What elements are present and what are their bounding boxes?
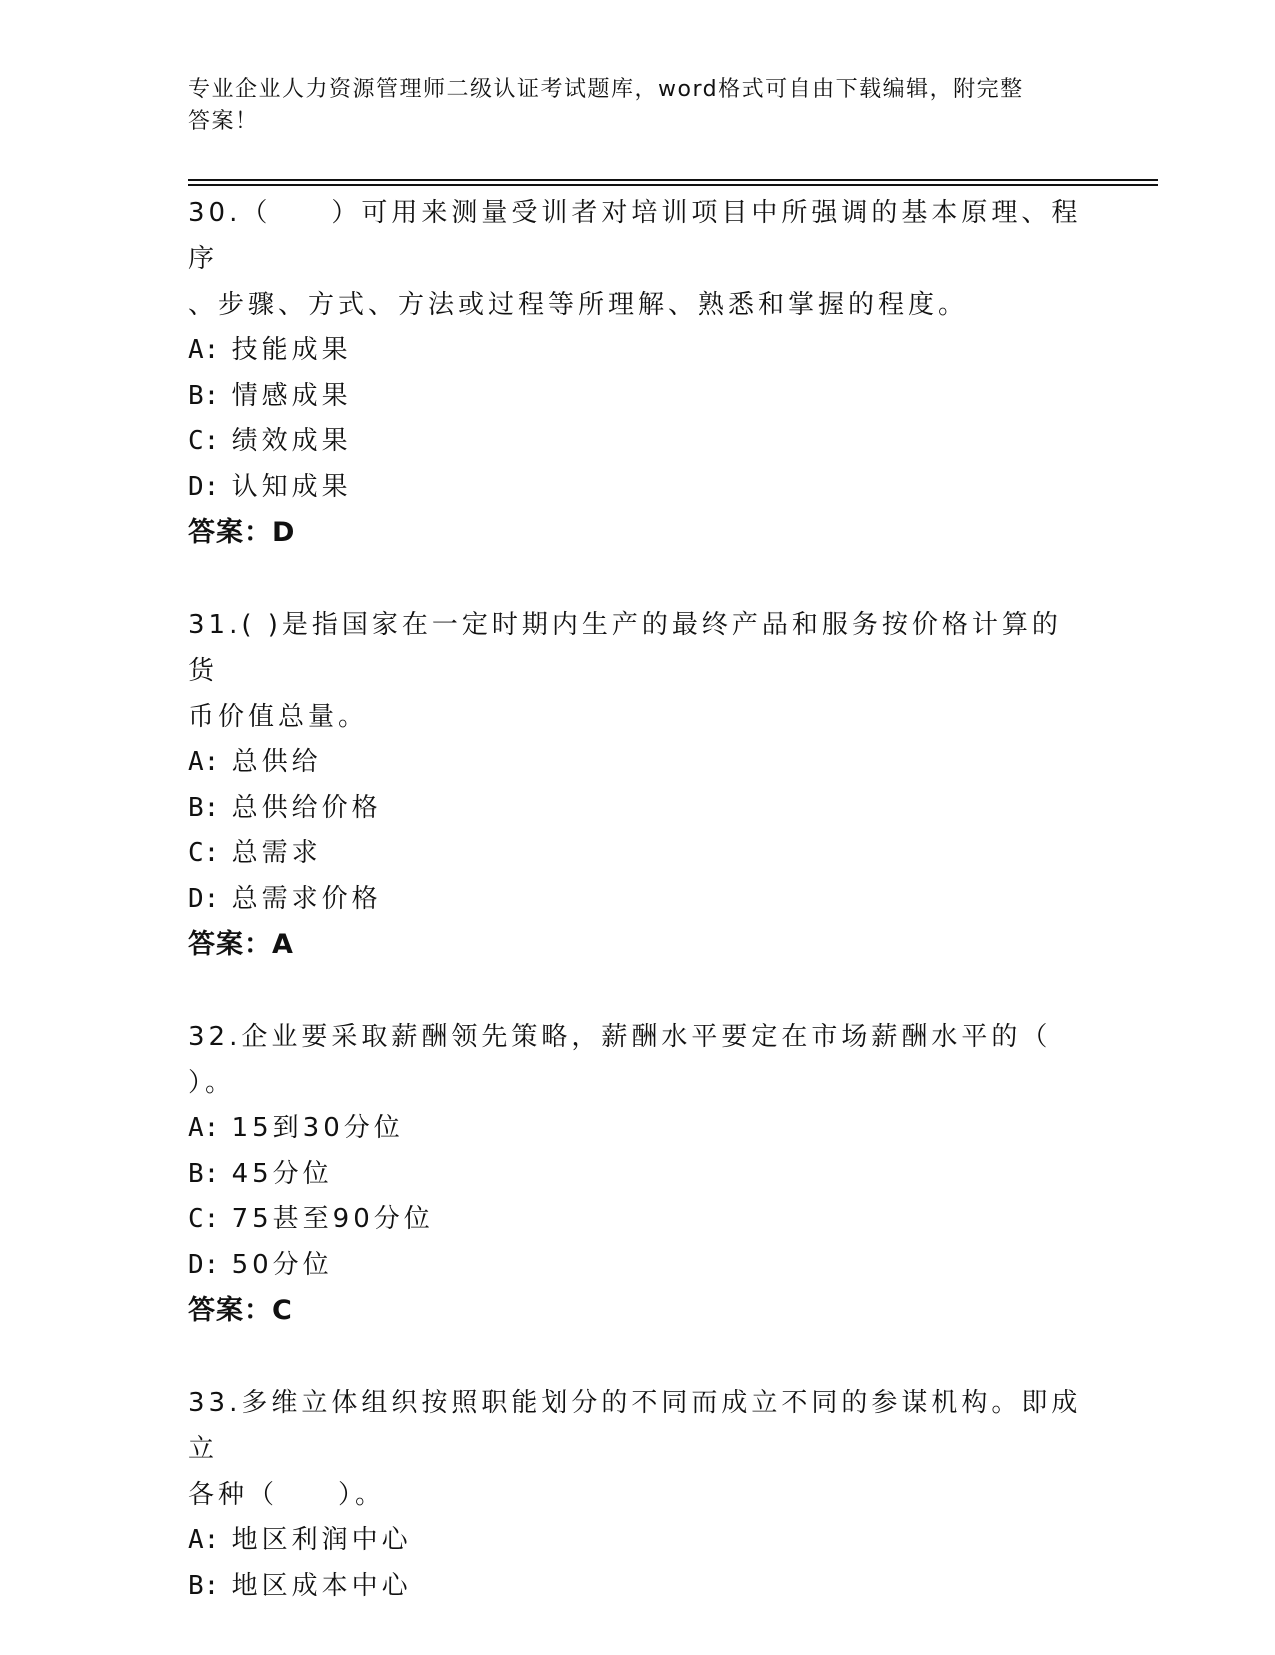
option-b bbox=[188, 1564, 1088, 1610]
option-text: 绩效成果 bbox=[231, 426, 352, 456]
option-letter: A: bbox=[188, 335, 220, 365]
option-text: 总供给价格 bbox=[231, 792, 382, 823]
question-31 bbox=[188, 602, 1088, 968]
option-letter: C: bbox=[188, 838, 220, 868]
option-text: 75甚至90分位 bbox=[231, 1204, 434, 1234]
option-d bbox=[188, 877, 1088, 923]
option-letter: A: bbox=[188, 1113, 220, 1143]
option-d bbox=[188, 1243, 1088, 1289]
option-letter: D: bbox=[188, 471, 220, 502]
option-letter: B: bbox=[188, 1158, 220, 1189]
option-text: 地区成本中心 bbox=[231, 1570, 412, 1601]
question-text-line: 币价值总量。 bbox=[188, 702, 369, 732]
header-rule-bottom bbox=[188, 184, 1158, 186]
question-30 bbox=[188, 190, 1088, 556]
option-a bbox=[188, 1518, 1088, 1564]
option-c bbox=[188, 831, 1088, 877]
option-text: 认知成果 bbox=[231, 471, 352, 502]
option-letter: B: bbox=[188, 380, 220, 411]
option-letter: D: bbox=[188, 1249, 220, 1280]
option-text: 15到30分位 bbox=[231, 1113, 404, 1143]
option-a bbox=[188, 1106, 1088, 1152]
option-a bbox=[188, 740, 1088, 786]
question-33 bbox=[188, 1380, 1088, 1609]
option-letter: B: bbox=[188, 792, 220, 823]
question-text-line: ）。 bbox=[188, 1068, 236, 1098]
option-text: 技能成果 bbox=[231, 335, 352, 365]
option-b bbox=[188, 786, 1088, 832]
option-b bbox=[188, 1152, 1088, 1198]
header-rule-top bbox=[188, 179, 1158, 181]
option-text: 45分位 bbox=[231, 1158, 333, 1189]
question-text bbox=[188, 602, 1088, 740]
answer: 答案：D bbox=[188, 517, 296, 548]
option-text: 情感成果 bbox=[231, 380, 352, 411]
option-text: 总供给 bbox=[231, 747, 322, 777]
question-text-line: 、步骤、方式、方法或过程等所理解、熟悉和掌握的程度。 bbox=[188, 290, 969, 320]
question-32 bbox=[188, 1014, 1088, 1334]
option-text: 50分位 bbox=[231, 1249, 333, 1280]
question-text-line: 30.（ ）可用来测量受训者对培训项目中所强调的基本原理、程序 bbox=[188, 198, 1082, 274]
question-text-line: 各种（ ）。 bbox=[188, 1480, 386, 1510]
header-line-2: 答案！ bbox=[188, 109, 259, 134]
question-text-line: 31.( )是指国家在一定时期内生产的最终产品和服务按价格计算的货 bbox=[188, 610, 1062, 686]
question-text-line: 33.多维立体组织按照职能划分的不同而成立不同的参谋机构。即成立 bbox=[188, 1388, 1082, 1464]
option-c bbox=[188, 1197, 1088, 1243]
option-text: 地区利润中心 bbox=[231, 1525, 412, 1555]
option-c bbox=[188, 419, 1088, 465]
option-text: 总需求 bbox=[231, 838, 322, 868]
option-letter: D: bbox=[188, 883, 220, 914]
option-letter: C: bbox=[188, 426, 220, 456]
option-a bbox=[188, 328, 1088, 374]
option-letter: A: bbox=[188, 747, 220, 777]
question-text-line: 32.企业要采取薪酬领先策略，薪酬水平要定在市场薪酬水平的（ bbox=[188, 1022, 1052, 1052]
answer: 答案：A bbox=[188, 929, 294, 960]
option-letter: C: bbox=[188, 1204, 220, 1234]
option-letter: B: bbox=[188, 1570, 220, 1601]
question-text bbox=[188, 190, 1088, 328]
option-letter: A: bbox=[188, 1525, 220, 1555]
question-text bbox=[188, 1380, 1088, 1518]
question-text bbox=[188, 1014, 1088, 1106]
document-header bbox=[188, 74, 1088, 138]
header-line-1: 专业企业人力资源管理师二级认证考试题库，word格式可自由下载编辑，附完整 bbox=[188, 77, 1024, 102]
option-b bbox=[188, 374, 1088, 420]
option-text: 总需求价格 bbox=[231, 883, 382, 914]
question-list bbox=[188, 190, 1088, 1655]
answer: 答案：C bbox=[188, 1295, 293, 1326]
option-d bbox=[188, 465, 1088, 511]
